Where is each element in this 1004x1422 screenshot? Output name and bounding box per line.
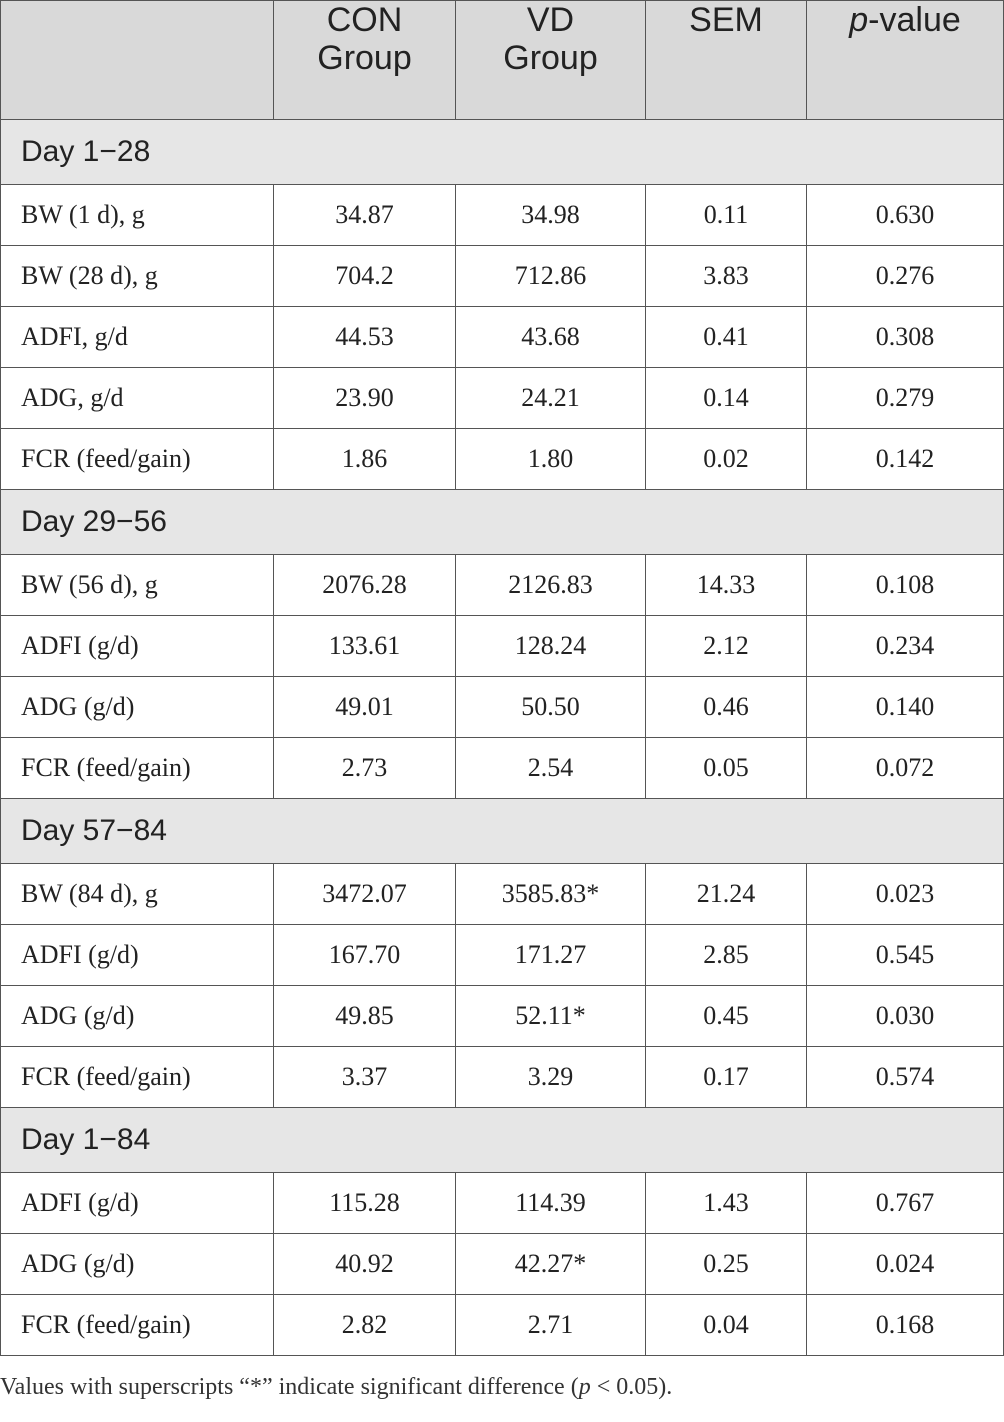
con-group-value: 2.73 (274, 738, 456, 799)
vd-group-value: 50.50 (456, 677, 646, 738)
vd-group-value: 171.27 (456, 925, 646, 986)
row-label: FCR (feed/gain) (1, 1295, 274, 1356)
vd-group-value: 1.80 (456, 429, 646, 490)
row-label: ADFI, g/d (1, 307, 274, 368)
table-footnote (0, 1374, 672, 1401)
sem-value: 0.05 (646, 738, 807, 799)
p-value: 0.574 (807, 1047, 1004, 1108)
p-value: 0.168 (807, 1295, 1004, 1356)
sem-value: 2.85 (646, 925, 807, 986)
row-label: FCR (feed/gain) (1, 429, 274, 490)
table-row (1, 616, 1004, 677)
section-title: Day 1−84 (1, 1108, 1004, 1173)
sem-value: 0.04 (646, 1295, 807, 1356)
sem-value: 0.41 (646, 307, 807, 368)
vd-group-value: 43.68 (456, 307, 646, 368)
p-value: 0.767 (807, 1173, 1004, 1234)
p-value: 0.308 (807, 307, 1004, 368)
row-label: ADG (g/d) (1, 1234, 274, 1295)
con-group-value: 115.28 (274, 1173, 456, 1234)
sem-value: 21.24 (646, 864, 807, 925)
header-p-suffix: -value (868, 1, 961, 39)
section-title: Day 57−84 (1, 799, 1004, 864)
section-row (1, 490, 1004, 555)
sem-value: 14.33 (646, 555, 807, 616)
header-p-value (807, 1, 1004, 120)
table-row (1, 246, 1004, 307)
p-value: 0.024 (807, 1234, 1004, 1295)
footnote-p-italic: p (578, 1374, 591, 1400)
con-group-value: 44.53 (274, 307, 456, 368)
row-label: ADG, g/d (1, 368, 274, 429)
con-group-value: 49.85 (274, 986, 456, 1047)
row-label: ADFI (g/d) (1, 616, 274, 677)
p-value: 0.023 (807, 864, 1004, 925)
sem-value: 2.12 (646, 616, 807, 677)
table-header (1, 1, 1004, 120)
con-group-value: 49.01 (274, 677, 456, 738)
table-row (1, 368, 1004, 429)
con-group-value: 23.90 (274, 368, 456, 429)
p-value: 0.234 (807, 616, 1004, 677)
vd-group-value: 52.11* (456, 986, 646, 1047)
vd-group-value: 34.98 (456, 185, 646, 246)
p-value: 0.030 (807, 986, 1004, 1047)
p-value: 0.108 (807, 555, 1004, 616)
table-row (1, 986, 1004, 1047)
footnote-text-start: Values with superscripts “*” indicate significant difference ( (0, 1374, 579, 1400)
con-group-value: 704.2 (274, 246, 456, 307)
table-row (1, 1047, 1004, 1108)
p-value: 0.276 (807, 246, 1004, 307)
con-group-value: 2076.28 (274, 555, 456, 616)
header-vd-group: VD Group (456, 1, 646, 120)
header-row (1, 1, 1004, 120)
row-label: ADFI (g/d) (1, 1173, 274, 1234)
sem-value: 3.83 (646, 246, 807, 307)
table-row (1, 429, 1004, 490)
row-label: BW (1 d), g (1, 185, 274, 246)
table-row (1, 555, 1004, 616)
vd-group-value: 3.29 (456, 1047, 646, 1108)
row-label: FCR (feed/gain) (1, 738, 274, 799)
section-row (1, 1108, 1004, 1173)
header-blank-cell (1, 1, 274, 120)
table-row (1, 185, 1004, 246)
header-con-group: CON Group (274, 1, 456, 120)
vd-group-value: 42.27* (456, 1234, 646, 1295)
p-value: 0.140 (807, 677, 1004, 738)
row-label: FCR (feed/gain) (1, 1047, 274, 1108)
vd-group-value: 2.71 (456, 1295, 646, 1356)
table-row (1, 864, 1004, 925)
table-row (1, 677, 1004, 738)
sem-value: 0.02 (646, 429, 807, 490)
sem-value: 0.25 (646, 1234, 807, 1295)
sem-value: 0.45 (646, 986, 807, 1047)
row-label: BW (84 d), g (1, 864, 274, 925)
con-group-value: 3.37 (274, 1047, 456, 1108)
p-value: 0.545 (807, 925, 1004, 986)
vd-group-value: 128.24 (456, 616, 646, 677)
con-group-value: 133.61 (274, 616, 456, 677)
footnote-text-end: < 0.05). (590, 1374, 673, 1400)
section-title: Day 29−56 (1, 490, 1004, 555)
table-row (1, 925, 1004, 986)
header-p-italic: p (849, 1, 869, 39)
row-label: BW (28 d), g (1, 246, 274, 307)
table-row (1, 1173, 1004, 1234)
table-row (1, 1234, 1004, 1295)
vd-group-value: 2.54 (456, 738, 646, 799)
con-group-value: 3472.07 (274, 864, 456, 925)
con-group-value: 34.87 (274, 185, 456, 246)
table-body (1, 120, 1004, 1356)
table-row (1, 738, 1004, 799)
vd-group-value: 712.86 (456, 246, 646, 307)
p-value: 0.142 (807, 429, 1004, 490)
table-row (1, 1295, 1004, 1356)
header-sem: SEM (646, 1, 807, 120)
table-row (1, 307, 1004, 368)
sem-value: 0.46 (646, 677, 807, 738)
row-label: ADG (g/d) (1, 986, 274, 1047)
vd-group-value: 3585.83* (456, 864, 646, 925)
sem-value: 0.11 (646, 185, 807, 246)
con-group-value: 2.82 (274, 1295, 456, 1356)
p-value: 0.279 (807, 368, 1004, 429)
con-group-value: 1.86 (274, 429, 456, 490)
sem-value: 0.17 (646, 1047, 807, 1108)
sem-value: 0.14 (646, 368, 807, 429)
sem-value: 1.43 (646, 1173, 807, 1234)
section-title: Day 1−28 (1, 120, 1004, 185)
vd-group-value: 2126.83 (456, 555, 646, 616)
vd-group-value: 24.21 (456, 368, 646, 429)
row-label: BW (56 d), g (1, 555, 274, 616)
row-label: ADFI (g/d) (1, 925, 274, 986)
row-label: ADG (g/d) (1, 677, 274, 738)
p-value: 0.630 (807, 185, 1004, 246)
section-row (1, 799, 1004, 864)
con-group-value: 40.92 (274, 1234, 456, 1295)
vd-group-value: 114.39 (456, 1173, 646, 1234)
con-group-value: 167.70 (274, 925, 456, 986)
p-value: 0.072 (807, 738, 1004, 799)
section-row (1, 120, 1004, 185)
